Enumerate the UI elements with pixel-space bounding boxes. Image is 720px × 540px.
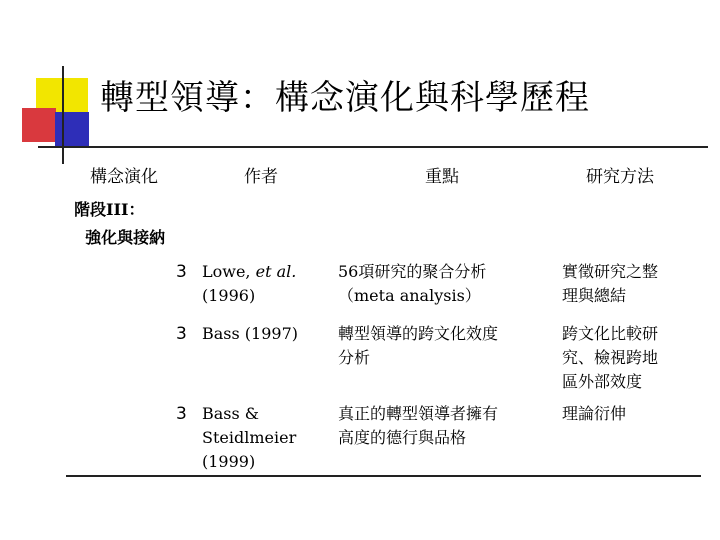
row-method: 跨文化比較研 究、檢視跨地 區外部效度 [562, 324, 659, 391]
decor-red-square [22, 108, 56, 142]
header-method: 研究方法 [586, 167, 654, 187]
row-author: Bass (1997) [202, 324, 299, 343]
stage-label: 階段III： 強化與接納 [74, 200, 166, 247]
row-method: 理論衍伸 [562, 404, 627, 423]
bullet-icon: 3 [176, 324, 187, 344]
row-author [202, 260, 324, 308]
author-name: Lowe, [202, 262, 256, 281]
bullet-icon: 3 [176, 404, 187, 424]
table-bottom-rule [66, 475, 701, 477]
row-focus: 56項研究的聚合分析 （meta analysis） [338, 262, 487, 305]
decor-blue-square [55, 112, 89, 148]
author-etal: et al. [255, 262, 297, 281]
decor-vertical-line [62, 66, 64, 164]
row-focus: 真正的轉型領導者擁有 高度的德行與品格 [338, 404, 499, 447]
slide-title: 轉型領導：構念演化與科學歷程 [100, 78, 590, 118]
header-author: 作者 [244, 167, 278, 187]
row-focus: 轉型領導的跨文化效度 分析 [338, 324, 499, 367]
author-year: (1996) [202, 286, 256, 305]
row-method: 實徵研究之整 理與總結 [562, 262, 659, 305]
title-divider [38, 146, 708, 148]
header-concept: 構念演化 [90, 167, 158, 187]
bullet-icon: 3 [176, 262, 187, 282]
header-focus: 重點 [425, 167, 459, 187]
row-author: Bass & Steidlmeier (1999) [202, 404, 297, 471]
